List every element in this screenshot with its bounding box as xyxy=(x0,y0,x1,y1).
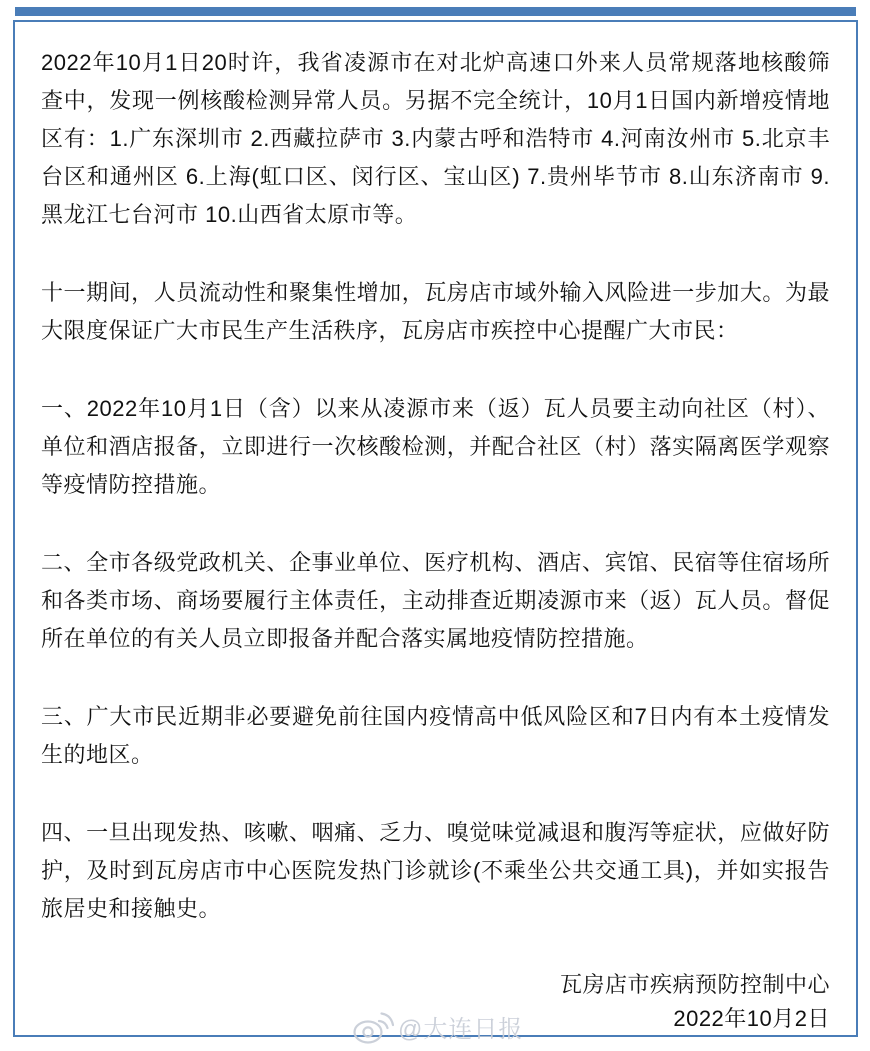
weibo-icon xyxy=(352,1005,394,1047)
paragraph-measure-4: 四、一旦出现发热、咳嗽、咽痛、乏力、嗅觉味觉减退和腹泻等症状，应做好防护，及时到瓦房店市中心医院发热门诊就诊(不乘坐公共交通工具)，并如实报告旅居史和接触史。 xyxy=(41,820,830,921)
watermark xyxy=(352,1005,523,1047)
paragraph-holiday-risk-reminder: 十一期间，人员流动性和聚集性增加，瓦房店市域外输入风险进一步加大。为最大限度保证广大市民生产生活秩序，瓦房店市疾控中心提醒广大市民： xyxy=(41,280,830,343)
watermark-label: @大连日报 xyxy=(398,1015,524,1043)
paragraph-measure-3: 三、广大市民近期非必要避免前往国内疫情高中低风险区和7日内有本土疫情发生的地区。 xyxy=(41,704,830,767)
notice-content-box xyxy=(13,20,858,1037)
paragraph-measure-1: 一、2022年10月1日（含）以来从凌源市来（返）瓦人员要主动向社区（村）、单位和酒店报备，立即进行一次核酸检测，并配合社区（村）落实隔离医学观察等疫情防控措施。 xyxy=(41,396,830,497)
paragraph-measure-2: 二、全市各级党政机关、企事业单位、医疗机构、酒店、宾馆、民宿等住宿场所和各类市场、商场要履行主体责任，主动排查近期凌源市来（返）瓦人员。督促所在单位的有关人员立即报备并配合落实属地疫情防控措施。 xyxy=(41,550,830,651)
issuer-signature: 瓦房店市疾病预防控制中心 xyxy=(559,972,830,997)
paragraph-intro-case-report: 2022年10月1日20时许，我省凌源市在对北炉高速口外来人员常规落地核酸筛查中，发现一例核酸检测异常人员。另据不完全统计，10月1日国内新增疫情地区有：1.广东深圳市 2.西藏拉萨市 3.内蒙古呼和浩特市 4.河南汝州市 5.北京丰台区和通州区 6.上海(虹口区、闵行区、宝山区) 7.贵州毕节市 8.山东济南市 9.黑龙江七台河市 10.山西省太原市等。 xyxy=(41,50,830,227)
top-accent-bar xyxy=(15,7,856,16)
issue-date: 2022年10月2日 xyxy=(673,1006,830,1031)
